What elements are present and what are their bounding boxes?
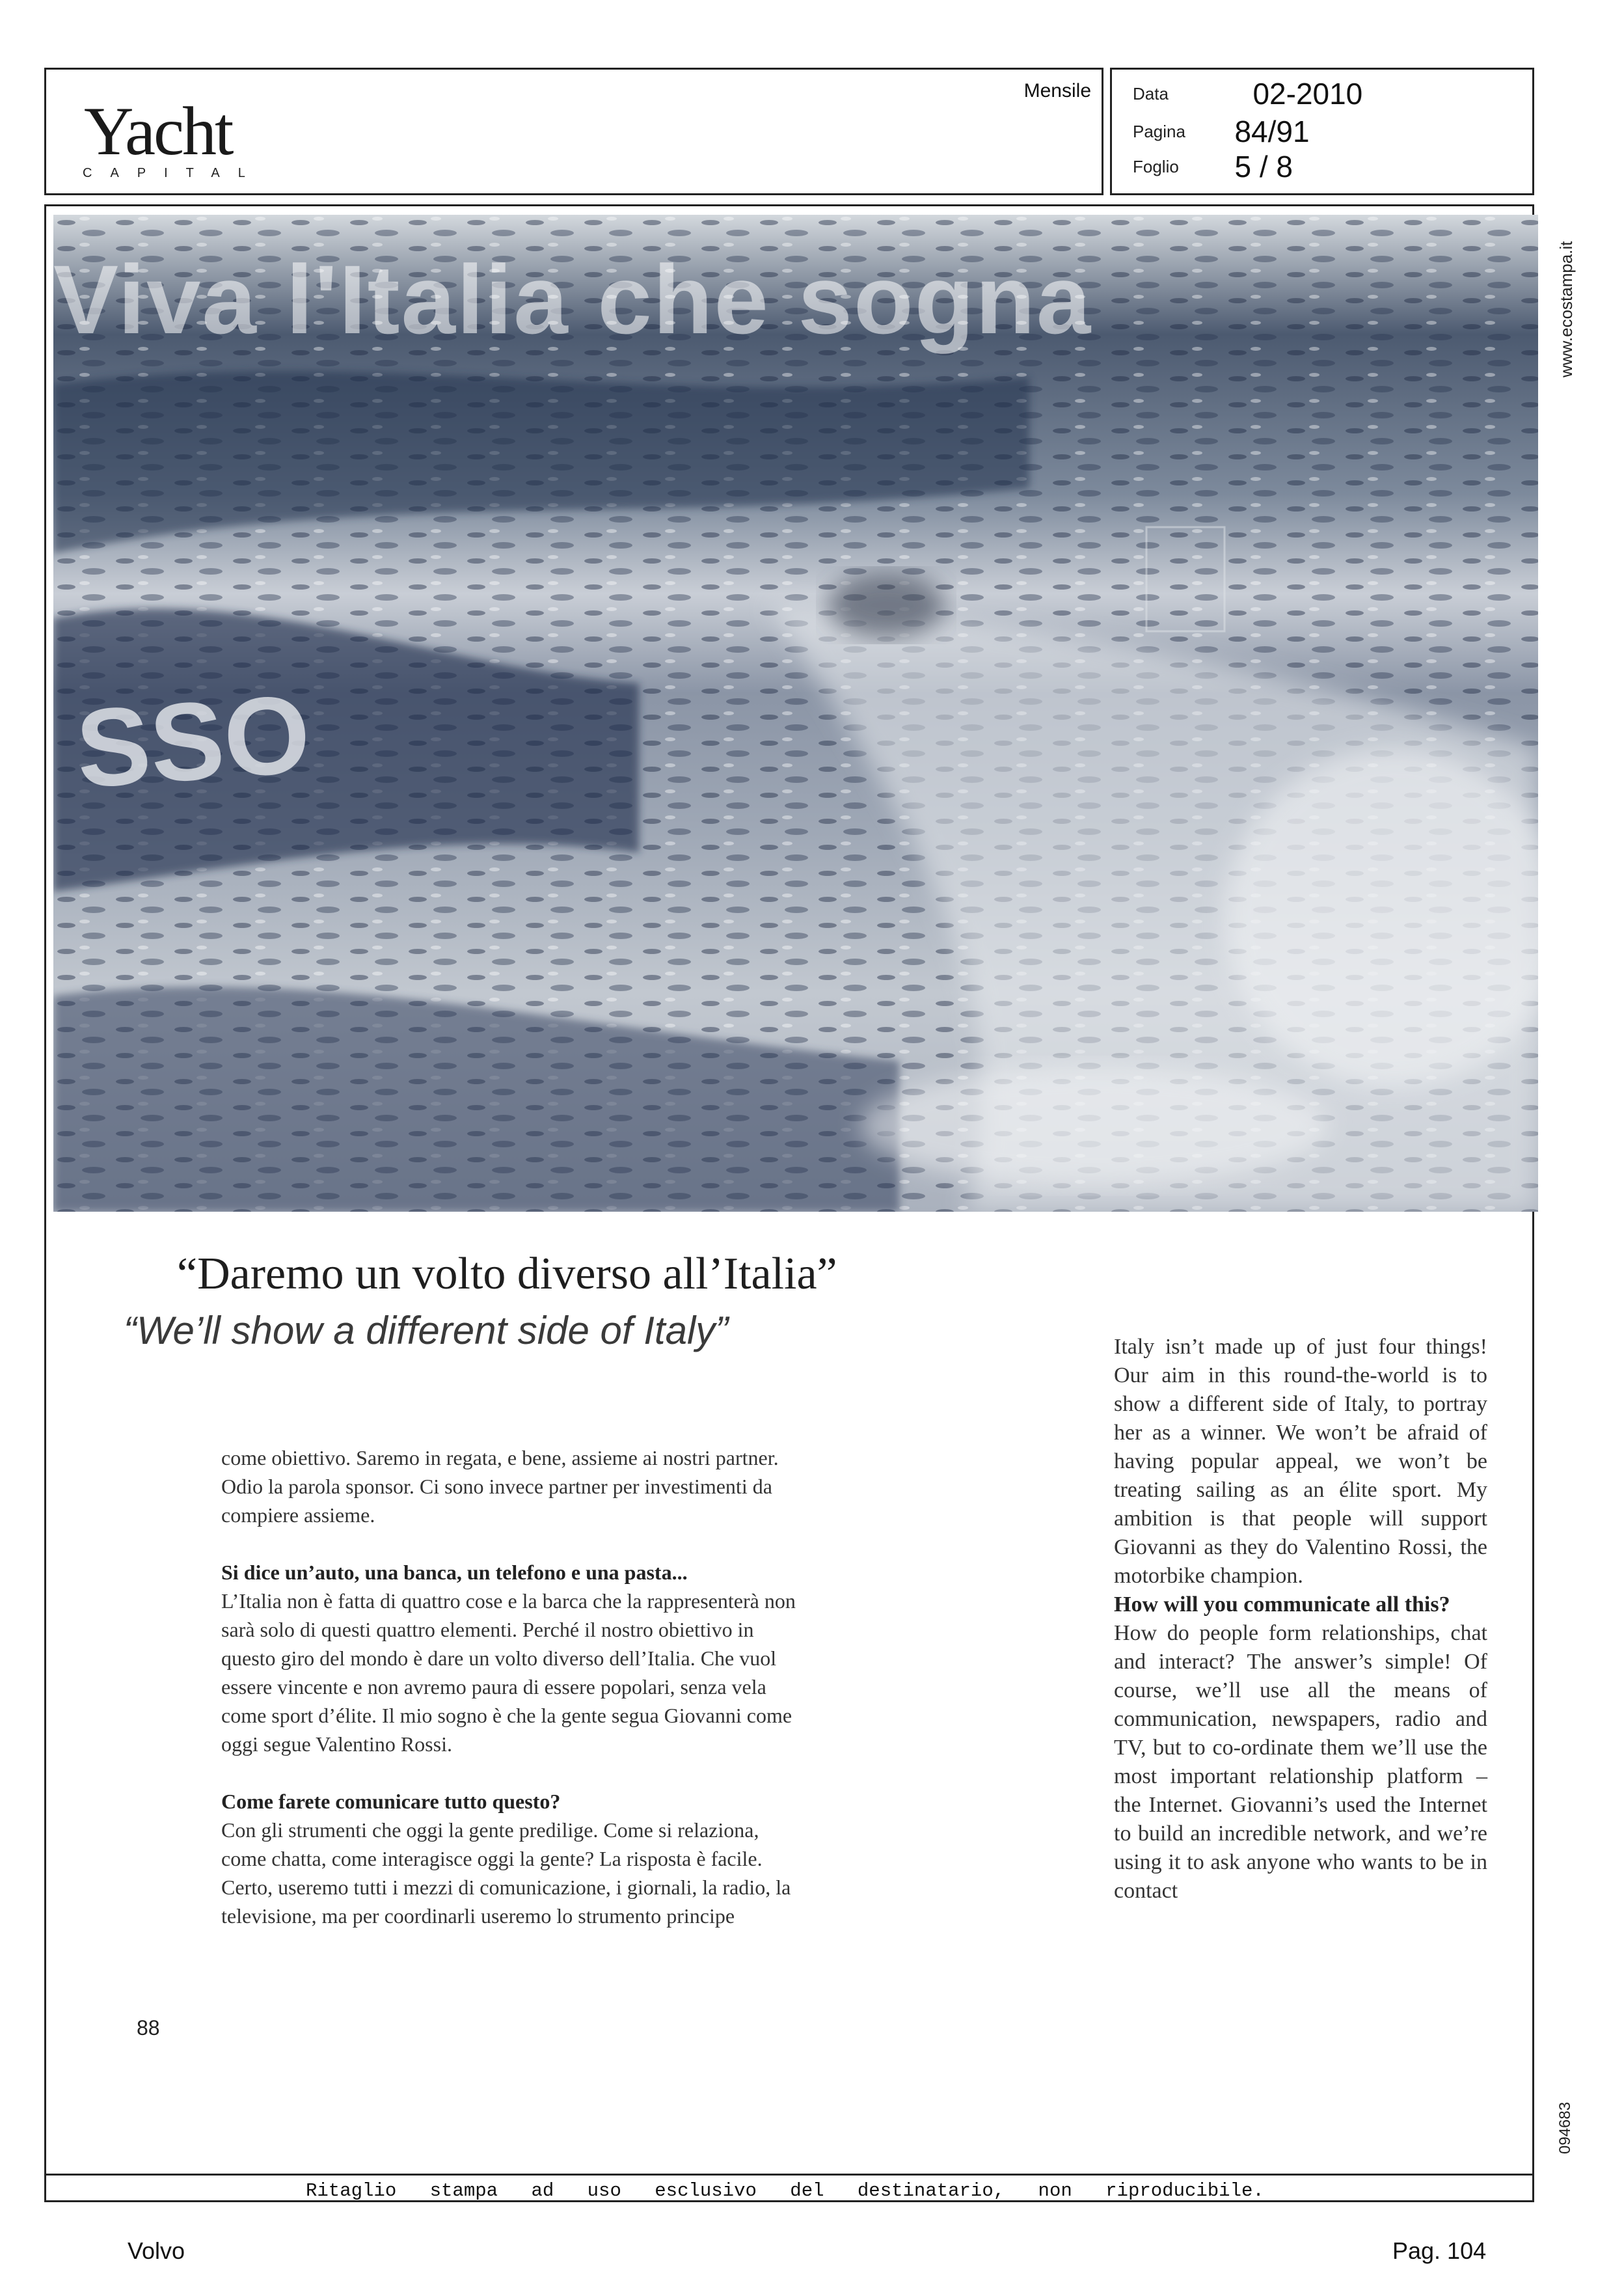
english-question-2: How will you communicate all this? [1114,1592,1450,1617]
italian-column [221,1443,800,1930]
sea-spray-image [53,215,1538,1212]
magazine-page-number: 88 [137,2016,160,2040]
photo-overlay-title: Viva l'Italia che sogna [53,245,1092,354]
italian-question-1: Si dice un’auto, una banca, un telefono e una pasta... [221,1561,688,1584]
italian-question-2: Come farete comunicare tutto questo? [221,1790,561,1813]
masthead-box [44,68,1103,195]
date-label: Data [1133,83,1169,103]
client-name: Volvo [128,2237,185,2264]
sheet-label: Foglio [1133,156,1179,176]
hull-lettering: SSO [72,672,314,812]
logo-subtitle: CAPITAL [83,166,264,180]
english-answer-2: How do people form relationships, chat and interact? The answer’s simple! Of course, we’ll use all the means of communication, newspapers, radio and TV, but to co-ordinate them we’ll use the most important relationship platform – the Internet. Giovanni’s used the Internet to build an incredible network, and we’re using it to ask anyone who wants to be in contact [1114,1621,1487,1903]
yacht-capital-logo: Yacht [84,93,232,169]
page-row [1133,114,1310,149]
publication-frequency: Mensile [1023,80,1091,102]
date-row [1133,76,1362,111]
sheet-value: 5 / 8 [1234,150,1293,184]
sheet-row [1133,149,1293,184]
italian-answer-1: L’Italia non è fatta di quattro cose e la barca che la rappresenterà non sarà solo di questi quattro elementi. Perché il nostro obiettivo in questo giro del mondo è dare un volto diverso dell’Italia. Che vuol essere vincente e non avremo paura di essere popolari, senza vela come sport d’élite. Il mio sogno è che la gente segua Giovanni come oggi segue Valentino Rossi. [221,1589,796,1756]
english-answer-1: Italy isn’t made up of just four things! Our aim in this round-the-world is to show a different side of Italy, to portray her as a winner. We won’t be afraid of having popular appeal, we won’t be treating sailing as an élite sport. My ambition is that people will support Giovanni as they do Valentino Rossi, the motorbike champion. [1114,1335,1487,1588]
website-label: www.ecostampa.it [1556,241,1576,377]
italian-paragraph: come obiettivo. Saremo in regata, e bene, assieme ai nostri partner. Odio la parola sponsor. Ci sono invece partner per investimenti da compiere assieme. [221,1446,779,1527]
page-label: Pagina [1133,121,1185,141]
italian-answer-2: Con gli strumenti che oggi la gente predilige. Come si relaziona, come chatta, come interagisce oggi la gente? La risposta è facile. Certo, useremo tutti i mezzi di comunicazione, i giornali, la radio, la televisione, ma per coordinarli useremo lo strumento principe [221,1818,791,1928]
footer-divider [44,2174,1534,2176]
page-value: 84/91 [1234,115,1310,148]
article-title-italian: “Daremo un volto diverso all’Italia” [177,1249,837,1299]
document-page-number: Pag. 104 [1392,2237,1487,2264]
date-value: 02-2010 [1252,77,1363,111]
article-title-english: “We’ll show a different side of Italy” [124,1309,729,1352]
usage-disclaimer: Ritaglio stampa ad uso esclusivo del destinatario, non riproducibile. [306,2180,1264,2202]
clipping-code: 094683 [1556,2101,1574,2154]
issue-info-box [1110,68,1534,195]
english-column [1114,1333,1487,1905]
sailing-photo [53,215,1538,1212]
